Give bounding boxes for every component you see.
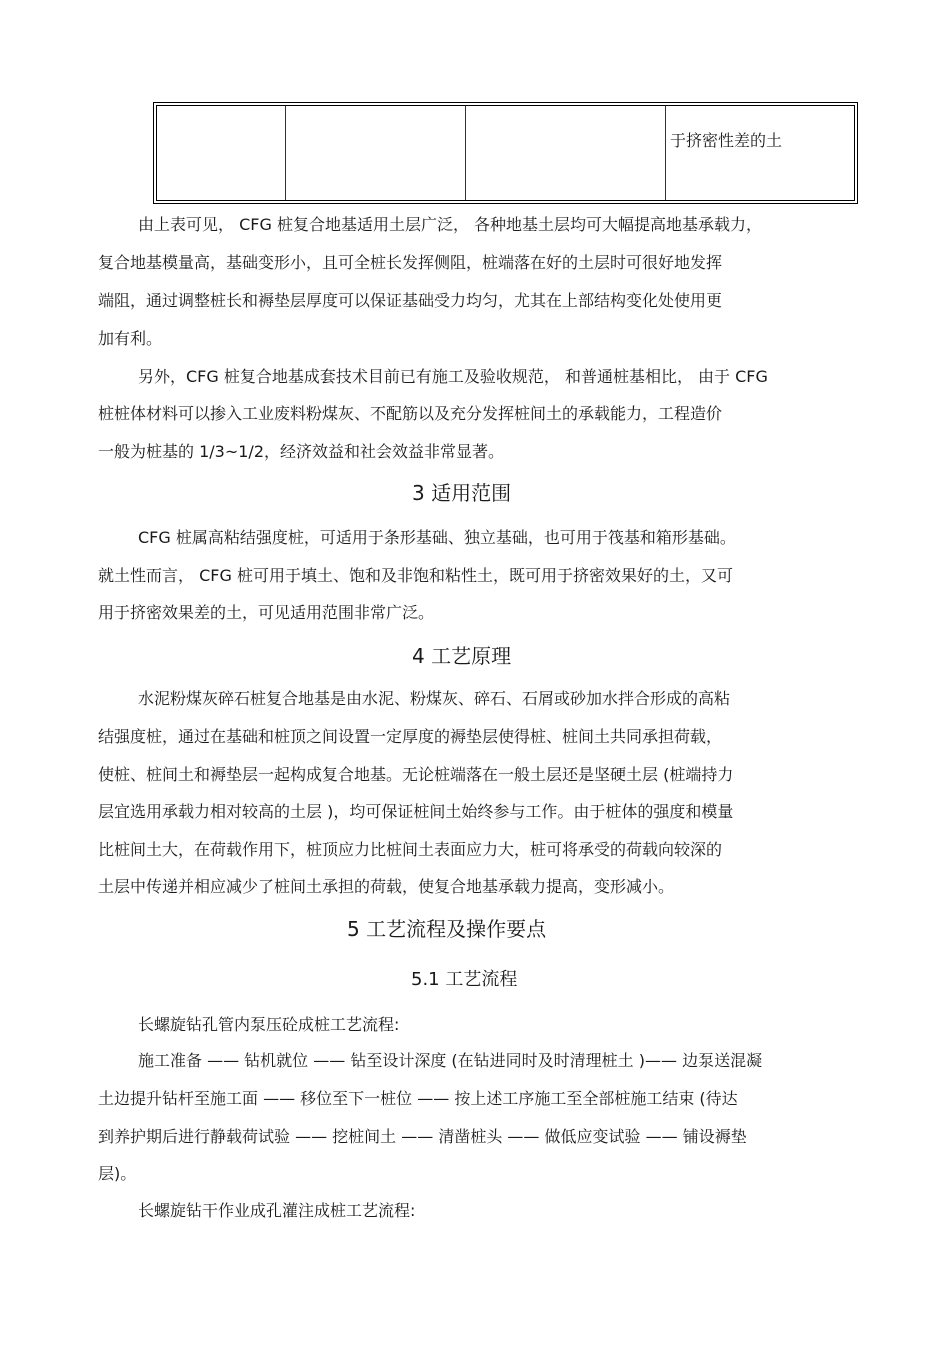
paragraph-line: 复合地基模量高，基础变形小，且可全桩长发挥侧阻，桩端落在好的土层时可很好地发挥	[98, 253, 723, 272]
section-heading: 3 适用范围	[412, 481, 512, 505]
paragraph-line: 就土性而言， CFG 桩可用于填土、饱和及非饱和粘性土，既可用于挤密效果好的土，又可	[98, 566, 733, 585]
section-heading: 4 工艺原理	[412, 644, 512, 668]
paragraph-line: 桩桩体材料可以掺入工业废料粉煤灰、不配筋以及充分发挥桩间土的承载能力，工程造价	[98, 404, 723, 423]
paragraph-line: 施工准备 —— 钻机就位 —— 钻至设计深度 (在钻进同时及时清理桩土 )—— 边泵送混凝	[138, 1051, 763, 1070]
paragraph-line: 土边提升钻杆至施工面 —— 移位至下一桩位 —— 按上述工序施工至全部桩施工结束 (待达	[98, 1089, 738, 1108]
table-column-divider	[665, 106, 666, 200]
paragraph-line: 结强度桩，通过在基础和桩顶之间设置一定厚度的褥垫层使得桩、桩间土共同承担荷载，	[98, 727, 723, 746]
table-column-divider	[285, 106, 286, 200]
paragraph-line: 长螺旋钻孔管内泵压砼成桩工艺流程:	[138, 1015, 400, 1034]
paragraph-line: 端阻，通过调整桩长和褥垫层厚度可以保证基础受力均匀，尤其在上部结构变化处使用更	[98, 291, 723, 310]
paragraph-line: 比桩间土大，在荷载作用下，桩顶应力比桩间土表面应力大，桩可将承受的荷载向较深的	[98, 840, 723, 859]
section-heading: 5 工艺流程及操作要点	[347, 917, 547, 941]
paragraph-line: CFG 桩属高粘结强度桩，可适用于条形基础、独立基础，也可用于筏基和箱形基础。	[138, 528, 736, 547]
paragraph-line: 一般为桩基的 1/3~1/2，经济效益和社会效益非常显著。	[98, 442, 504, 461]
paragraph-line: 用于挤密效果差的土，可见适用范围非常广泛。	[98, 603, 435, 622]
paragraph-line: 层宜选用承载力相对较高的土层 )，均可保证桩间土始终参与工作。由于桩体的强度和模量	[98, 802, 734, 821]
paragraph-line: 另外，CFG 桩复合地基成套技术目前已有施工及验收规范， 和普通桩基相比， 由于 CFG	[138, 367, 768, 386]
paragraph-line: 层)。	[98, 1164, 137, 1183]
paragraph-line: 使桩、桩间土和褥垫层一起构成复合地基。无论桩端落在一般土层还是坚硬土层 (桩端持力	[98, 765, 734, 784]
paragraph-line: 土层中传递并相应减少了桩间土承担的荷载，使复合地基承载力提高，变形减小。	[98, 877, 675, 896]
table-cell: 于挤密性差的土	[670, 131, 783, 150]
soil-table-fragment	[153, 102, 858, 204]
paragraph-line: 加有利。	[98, 329, 163, 348]
subsection-heading: 5.1 工艺流程	[411, 969, 518, 990]
paragraph-line: 长螺旋钻干作业成孔灌注成桩工艺流程:	[138, 1201, 416, 1220]
paragraph-line: 由上表可见， CFG 桩复合地基适用土层广泛， 各种地基土层均可大幅提高地基承载力，	[138, 215, 763, 234]
paragraph-line: 水泥粉煤灰碎石桩复合地基是由水泥、粉煤灰、碎石、石屑或砂加水拌合形成的高粘	[138, 689, 731, 708]
table-column-divider	[465, 106, 466, 200]
paragraph-line: 到养护期后进行静载荷试验 —— 挖桩间土 —— 清凿桩头 —— 做低应变试验 —— 铺设褥垫	[98, 1127, 747, 1146]
